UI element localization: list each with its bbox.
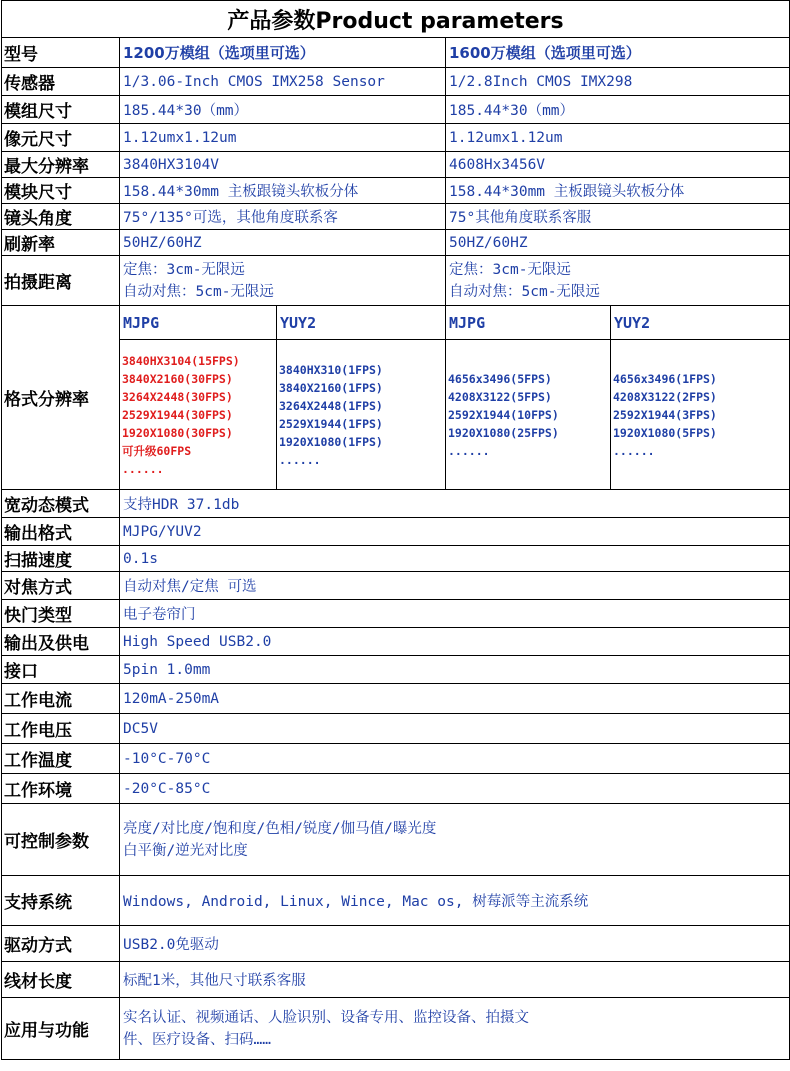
value: 0.1s — [120, 546, 790, 572]
control-line: 白平衡/逆光对比度 — [123, 842, 248, 859]
format-header: MJPG — [446, 306, 611, 340]
format-item: 2592X1944(3FPS) — [613, 407, 717, 422]
row-label: 镜头角度 — [2, 204, 120, 230]
format-item: 3840X2160(1FPS) — [279, 380, 383, 395]
value-a: 50HZ/60HZ — [120, 230, 446, 256]
model-a-name: 1200万模组（选项里可选） — [120, 38, 446, 68]
format-item: 4656x3496(1FPS) — [613, 371, 717, 386]
format-item: 4208X3122(2FPS) — [613, 389, 717, 404]
value-a: 158.44*30mm 主板跟镜头软板分体 — [120, 178, 446, 204]
value-b: 4608Hx3456V — [446, 152, 790, 178]
value-b: 75°其他角度联系客服 — [446, 204, 790, 230]
format-item: 2529X1944(1FPS) — [279, 416, 383, 431]
value-a: 1.12umx1.12um — [120, 124, 446, 152]
row-label: 支持系统 — [2, 876, 120, 926]
format-item: 3840HX3104(15FPS) — [122, 353, 240, 368]
control-line: 亮度/对比度/饱和度/色相/锐度/伽马值/曝光度 — [123, 820, 437, 837]
row-label: 工作电压 — [2, 714, 120, 744]
row-label: 像元尺寸 — [2, 124, 120, 152]
format-item: 3264X2448(1FPS) — [279, 398, 383, 413]
row-label: 传感器 — [2, 68, 120, 96]
format-item: 1920X1080(30FPS) — [122, 425, 233, 440]
format-item: 3840HX310(1FPS) — [279, 362, 383, 377]
page-title: 产品参数Product parameters — [2, 1, 790, 38]
format-item: 4656x3496(5FPS) — [448, 371, 552, 386]
value: USB2.0免驱动 — [120, 926, 790, 962]
value-a: 75°/135°可选，其他角度联系客 — [120, 204, 446, 230]
row-label: 模块尺寸 — [2, 178, 120, 204]
row-label: 快门类型 — [2, 600, 120, 628]
value: MJPG/YUV2 — [120, 518, 790, 546]
row-label: 宽动态模式 — [2, 490, 120, 518]
row-label: 工作环境 — [2, 774, 120, 804]
row-label: 最大分辨率 — [2, 152, 120, 178]
value-a: 1/3.06-Inch CMOS IMX258 Sensor — [120, 68, 446, 96]
row-label: 工作温度 — [2, 744, 120, 774]
value: DC5V — [120, 714, 790, 744]
format-item: 1920X1080(25FPS) — [448, 425, 559, 440]
format-item: 3264X2448(30FPS) — [122, 389, 233, 404]
value: -20°C-85°C — [120, 774, 790, 804]
row-label: 拍摄距离 — [2, 256, 120, 306]
row-label: 可控制参数 — [2, 804, 120, 876]
format-item: 1920X1080(1FPS) — [279, 434, 383, 449]
value-b: 158.44*30mm 主板跟镜头软板分体 — [446, 178, 790, 204]
value-a — [120, 256, 446, 306]
row-label: 工作电流 — [2, 684, 120, 714]
value: 自动对焦/定焦 可选 — [120, 572, 790, 600]
format-list — [120, 340, 277, 490]
row-label: 模组尺寸 — [2, 96, 120, 124]
format-item: ...... — [613, 443, 655, 458]
value-a: 185.44*30（mm） — [120, 96, 446, 124]
format-item: 2529X1944(30FPS) — [122, 407, 233, 422]
format-header: YUY2 — [611, 306, 790, 340]
value — [120, 804, 790, 876]
value: 支持HDR 37.1db — [120, 490, 790, 518]
distance-auto-b: 自动对焦：5cm-无限远 — [449, 283, 600, 300]
distance-fixed-a: 定焦：3cm-无限远 — [123, 261, 245, 278]
format-header: YUY2 — [277, 306, 446, 340]
value-b — [446, 256, 790, 306]
product-parameters-table — [1, 0, 790, 1060]
value: High Speed USB2.0 — [120, 628, 790, 656]
distance-fixed-b: 定焦：3cm-无限远 — [449, 261, 571, 278]
row-label: 扫描速度 — [2, 546, 120, 572]
model-b-name: 1600万模组（选项里可选） — [446, 38, 790, 68]
format-item: ...... — [279, 452, 321, 467]
value-b: 1/2.8Inch CMOS IMX298 — [446, 68, 790, 96]
format-item: ...... — [448, 443, 490, 458]
value: 5pin 1.0mm — [120, 656, 790, 684]
apps-line: 实名认证、视频通话、人脸识别、设备专用、监控设备、拍摄文 — [123, 1009, 529, 1026]
format-list — [446, 340, 611, 490]
format-list — [277, 340, 446, 490]
apps-line: 件、医疗设备、扫码…… — [123, 1031, 271, 1048]
value-b: 50HZ/60HZ — [446, 230, 790, 256]
format-item: 2592X1944(10FPS) — [448, 407, 559, 422]
format-list — [611, 340, 790, 490]
row-label: 输出格式 — [2, 518, 120, 546]
row-label: 驱动方式 — [2, 926, 120, 962]
distance-auto-a: 自动对焦：5cm-无限远 — [123, 283, 274, 300]
value: 电子卷帘门 — [120, 600, 790, 628]
value-a: 3840HX3104V — [120, 152, 446, 178]
format-item: ...... — [122, 461, 164, 476]
row-label: 对焦方式 — [2, 572, 120, 600]
value-b: 185.44*30（mm） — [446, 96, 790, 124]
format-item: 可升级60FPS — [122, 443, 192, 458]
value — [120, 998, 790, 1060]
row-label: 格式分辨率 — [2, 306, 120, 490]
value: 120mA-250mA — [120, 684, 790, 714]
format-item: 1920X1080(5FPS) — [613, 425, 717, 440]
value: Windows, Android, Linux, Wince, Mac os, 树莓派等主流系统 — [120, 876, 790, 926]
format-header: MJPG — [120, 306, 277, 340]
value: -10°C-70°C — [120, 744, 790, 774]
row-label: 输出及供电 — [2, 628, 120, 656]
row-label: 刷新率 — [2, 230, 120, 256]
row-label: 应用与功能 — [2, 998, 120, 1060]
value-b: 1.12umx1.12um — [446, 124, 790, 152]
row-label: 接口 — [2, 656, 120, 684]
format-item: 4208X3122(5FPS) — [448, 389, 552, 404]
format-item: 3840X2160(30FPS) — [122, 371, 233, 386]
row-label: 线材长度 — [2, 962, 120, 998]
value: 标配1米，其他尺寸联系客服 — [120, 962, 790, 998]
row-label-model: 型号 — [2, 38, 120, 68]
